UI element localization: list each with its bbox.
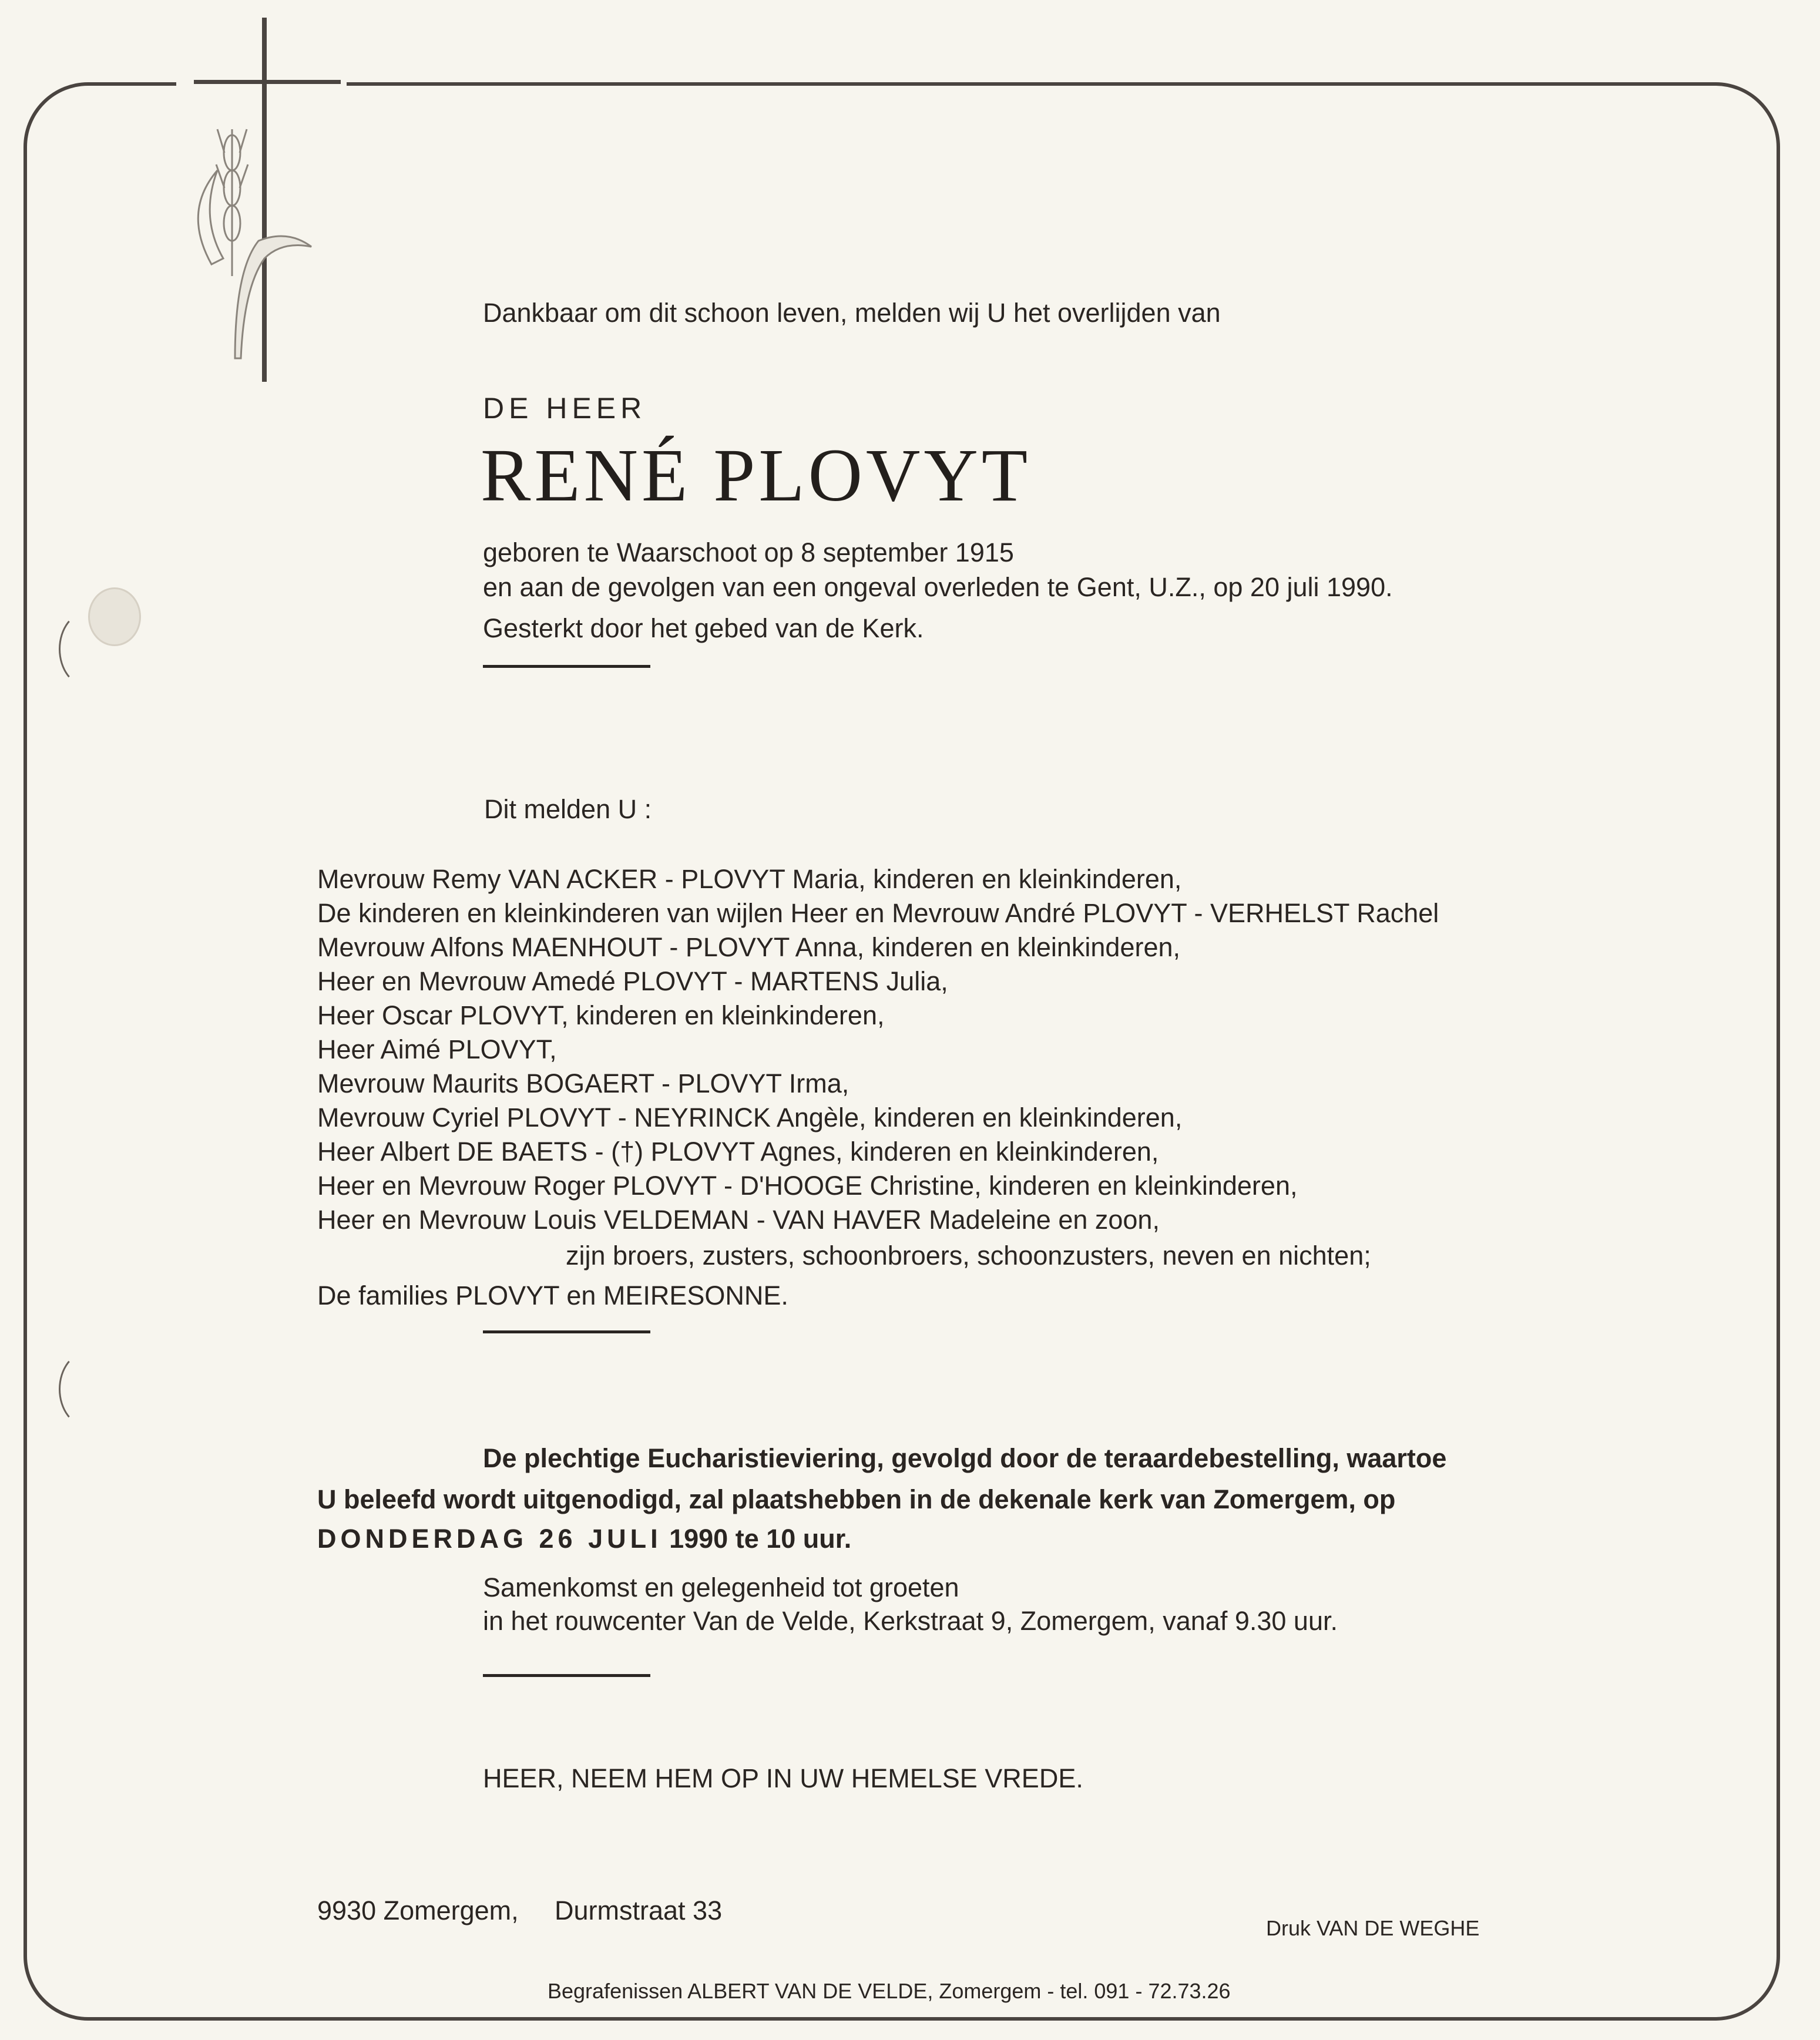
family-relation: zijn broers, zusters, schoonbroers, schoonzusters, neven en nichten;: [566, 1241, 1371, 1271]
family-line: Mevrouw Maurits BOGAERT - PLOVYT Irma,: [317, 1068, 849, 1098]
death-line: en aan de gevolgen van een ongeval overleden te Gent, U.Z., op 20 juli 1990.: [483, 572, 1393, 602]
family-line: Heer en Mevrouw Roger PLOVYT - D'HOOGE Christine, kinderen en kleinkinderen,: [317, 1171, 1298, 1201]
ceremony-date-rest: 1990 te 10 uur.: [669, 1524, 852, 1554]
binder-arc-bottom: [59, 1351, 117, 1427]
birth-line: geboren te Waarschoot op 8 september 1915: [483, 537, 1014, 567]
address-street: Durmstraat 33: [555, 1896, 723, 1925]
family-line: Mevrouw Remy VAN ACKER - PLOVYT Maria, kinderen en kleinkinderen,: [317, 864, 1182, 894]
cross-wheat-icon: [147, 18, 347, 388]
binder-arc-top: [59, 611, 117, 687]
family-line: Heer Oscar PLOVYT, kinderen en kleinkinderen,: [317, 1000, 885, 1030]
ceremony-line-1: De plechtige Eucharistieviering, gevolgd door de teraardebestelling, waartoe: [483, 1443, 1447, 1473]
gathering-line-1: Samenkomst en gelegenheid tot groeten: [483, 1572, 959, 1602]
printer-credit: Druk VAN DE WEGHE: [1266, 1916, 1480, 1940]
separator-2: [483, 1330, 650, 1333]
family-line: Heer en Mevrouw Amedé PLOVYT - MARTENS Julia,: [317, 966, 948, 996]
funeral-home: Begrafenissen ALBERT VAN DE VELDE, Zomergem - tel. 091 - 72.73.26: [548, 1979, 1231, 2003]
family-line: Heer Albert DE BAETS - (†) PLOVYT Agnes, kinderen en kleinkinderen,: [317, 1137, 1159, 1167]
intro-text: Dankbaar om dit schoon leven, melden wij U het overlijden van: [483, 298, 1221, 328]
family-line: Heer Aimé PLOVYT,: [317, 1034, 557, 1064]
closing-prayer: HEER, NEEM HEM OP IN UW HEMELSE VREDE.: [483, 1763, 1083, 1793]
families-line: De families PLOVYT en MEIRESONNE.: [317, 1281, 788, 1310]
family-line: Heer en Mevrouw Louis VELDEMAN - VAN HAVER Madeleine en zoon,: [317, 1205, 1160, 1235]
gathering-line-2: in het rouwcenter Van de Velde, Kerkstraat 9, Zomergem, vanaf 9.30 uur.: [483, 1606, 1338, 1636]
announcers-intro: Dit melden U :: [484, 794, 652, 824]
family-line: Mevrouw Alfons MAENHOUT - PLOVYT Anna, kinderen en kleinkinderen,: [317, 932, 1181, 962]
family-line: De kinderen en kleinkinderen van wijlen Heer en Mevrouw André PLOVYT - VERHELST Rachel: [317, 898, 1439, 928]
ceremony-line-2: U beleefd wordt uitgenodigd, zal plaatshebben in de dekenale kerk van Zomergem, op: [317, 1484, 1396, 1514]
ceremony-date-day: DONDERDAG 26 JULI: [317, 1524, 662, 1554]
separator-3: [483, 1674, 650, 1677]
salutation: DE HEER: [483, 392, 647, 425]
address-city: 9930 Zomergem,: [317, 1896, 519, 1925]
deceased-name: RENÉ PLOVYT: [481, 433, 1032, 517]
separator-1: [483, 665, 650, 668]
ceremony-date: [317, 1525, 851, 1552]
faith-line: Gesterkt door het gebed van de Kerk.: [483, 613, 924, 643]
family-line: Mevrouw Cyriel PLOVYT - NEYRINCK Angèle, kinderen en kleinkinderen,: [317, 1103, 1183, 1132]
